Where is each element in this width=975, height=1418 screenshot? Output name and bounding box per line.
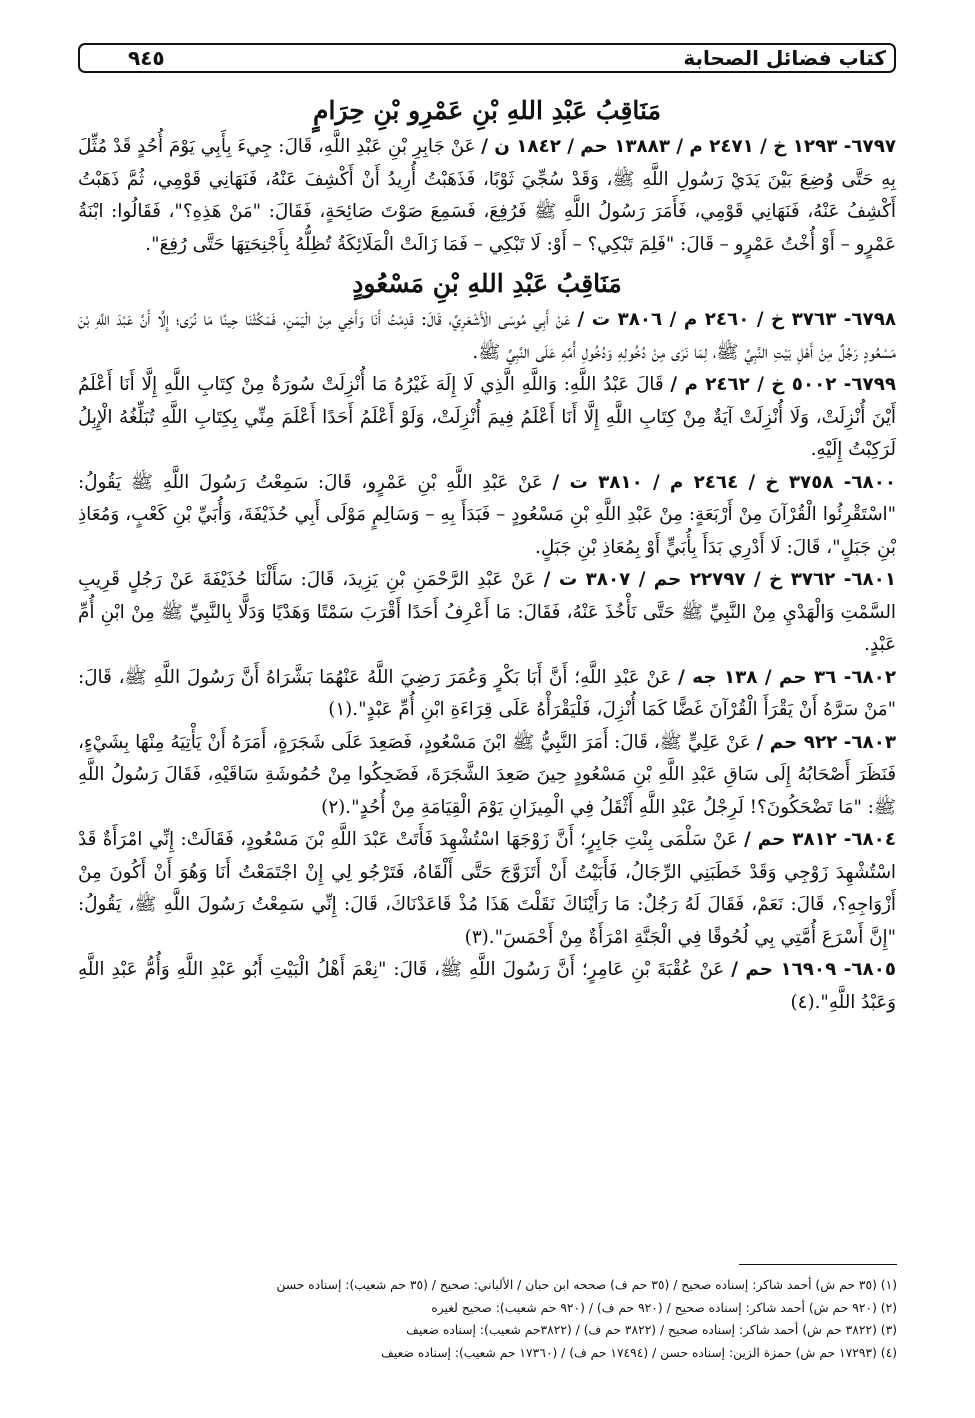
hadith-text: عَنْ سَلْمَى بِنْتِ جَابِرٍ؛ أَنَّ زَوْجَهَا اسْتُشْهِدَ فَأَتَتْ عَبْدَ اللَّهِ بْنَ مَسْعُودٍ، فَقَالَتْ: إِنِّي امْرَأَةٌ قَدْ اسْتُشْهِدَ زَوْجِي وَقَدْ خَطَبَنِي الرِّجَالُ، فَأَبَيْتُ أَنْ أَتَزَوَّجَ حَتَّى أَلْقَاهُ، فَتَرْجُو لِي إِنْ اجْتَمَعْتُ أَنَا وَهُوَ أَنْ أَكُونَ مِنْ أَزْوَاجِهِ؟، قَالَ: نَعَمْ، فَقَالَ لَهُ رَجُلٌ: مَا رَأَيْنَاكَ نَقَلْتَ هَذَا مُذْ قَاعَدْنَاكَ، قَالَ: إِنِّي سَمِعْتُ رَسُولَ اللَّهِ ﷺ، يَقُولُ: "إِنَّ أَسْرَعَ أُمَّتِي بِي لُحُوقًا فِي الْجَنَّةِ امْرَأَةٌ مِنْ أَحْمَسَ".(٣) bbox=[78, 829, 896, 948]
footnotes bbox=[79, 1274, 897, 1364]
footnote-3: (٣) (٣٨٢٢ حم ش) أحمد شاكر: إسناده صحيح / (٣٨٢٢ حم ف) / (٣٨٢٢حم شعيب): إسناده ضعيف bbox=[406, 1323, 897, 1337]
footnote-separator bbox=[739, 1264, 897, 1265]
hadith-6802 bbox=[78, 662, 896, 727]
hadith-number: ٦٨٠٥- ١٦٩٠٩ حم / bbox=[731, 959, 897, 980]
hadith-6805 bbox=[78, 954, 896, 1019]
hadith-text: عَنْ عُقْبَةَ بْنِ عَامِرٍ؛ أَنَّ رَسُولَ اللَّهِ ﷺ، قَالَ: "نِعْمَ أَهْلُ الْبَيْتِ أَبُو عَبْدِ اللَّهِ وَأُمُّ عَبْدِ اللَّهِ وَعَبْدُ اللَّهِ".(٤) bbox=[78, 959, 896, 1013]
hadith-6803 bbox=[78, 727, 896, 825]
section-title-abdullah-ibn-amr: مَنَاقِبُ عَبْدِ اللهِ بْنِ عَمْرِو بْنِ حِرَامٍ bbox=[313, 96, 661, 125]
hadith-6799 bbox=[78, 369, 896, 467]
footnote-1: (١) (٣٥ حم ش) أحمد شاكر: إسناده صحيح / (٣٥ حم ف) صححه ابن حبان / الألباني: صحيح / (٣٥ حم شعيب): إسناده حسن bbox=[276, 1278, 897, 1292]
hadith-6797 bbox=[78, 131, 896, 261]
page-number: ٩٤٥ bbox=[128, 46, 165, 70]
hadith-6800 bbox=[78, 467, 896, 565]
hadith-number: ٦٨٠٤- ٣٨١٢ حم / bbox=[744, 829, 896, 850]
book-title: كتاب فضائل الصحابة bbox=[683, 46, 886, 70]
page-header bbox=[78, 43, 896, 73]
hadith-text: عَنْ جَابِرِ بْنِ عَبْدِ اللَّهِ، قَالَ: جِيءَ بِأَبِي يَوْمَ أُحُدٍ قَدْ مُثِّلَ بِهِ حَتَّى وُضِعَ بَيْنَ يَدَيْ رَسُولِ اللَّهِ ﷺ، وَقَدْ سُجِّيَ ثَوْبًا، فَذَهَبْتُ أُرِيدُ أَنْ أَكْشِفَ عَنْهُ، فَنَهَانِي قَوْمِي، ثُمَّ ذَهَبْتُ أَكْشِفُ عَنْهُ، فَنَهَانِي قَوْمِي، فَأَمَرَ رَسُولُ اللَّهِ ﷺ فَرُفِعَ، فَسَمِعَ صَوْتَ صَائِحَةٍ، فَقَالَ: "مَنْ هَذِهِ؟"، فَقَالُوا: ابْنَةُ عَمْرٍو – أَوْ أُخْتُ عَمْرٍو – قَالَ: "فَلِمَ تَبْكِي؟ – أَوْ: لَا تَبْكِي – فَمَا زَالَتْ الْمَلَائِكَةُ تُظِلُّهُ بِأَجْنِحَتِهَا حَتَّى رُفِعَ". bbox=[78, 136, 896, 255]
hadith-text: عَنْ عَبْدِ الرَّحْمَنِ بْنِ يَزِيدَ، قَالَ: سَأَلْنَا حُذَيْفَةَ عَنْ رَجُلٍ قَرِيبِ السَّمْتِ وَالْهَدْيِ مِنْ النَّبِيِّ ﷺ حَتَّى نَأْخُذَ عَنْهُ، فَقَالَ: مَا أَعْرِفُ أَحَدًا أَقْرَبَ سَمْتًا وَهَدْيًا وَدَلًّا بِالنَّبِيِّ ﷺ مِنْ ابْنِ أُمِّ عَبْدٍ. bbox=[78, 569, 896, 655]
hadith-number: ٦٨٠١- ٣٧٦٢ خ / ٢٢٧٩٧ حم / ٣٨٠٧ ت / bbox=[543, 569, 896, 590]
footnote-4: (٤) (١٧٢٩٣ حم ش) حمزة الزين: إسناده حسن / (١٧٤٩٤ حم ف) / (١٧٣٦٠ حم شعيب): إسناده ضعيف bbox=[381, 1345, 897, 1360]
page-body bbox=[78, 88, 896, 1019]
footnote-2: (٢) (٩٢٠ حم ش) أحمد شاكر: إسناده صحيح / (٩٢٠ حم ف) / (٩٢٠ حم شعيب): صحيح لغيره bbox=[431, 1300, 897, 1315]
hadith-text: عَنْ عَبْدِ اللَّهِ؛ أَنَّ أَبَا بَكْرٍ وَعُمَرَ رَضِيَ اللَّهُ عَنْهُمَا بَشَّرَاهُ أَنَّ رَسُولَ اللَّهِ ﷺ، قَالَ: "مَنْ سَرَّهُ أَنْ يَقْرَأَ الْقُرْآنَ غَضًّا كَمَا أُنْزِلَ، فَلْيَقْرَأْهُ عَلَى قِرَاءَةِ ابْنِ أُمِّ عَبْدٍ".(١) bbox=[78, 666, 896, 720]
hadith-text: عَنْ عَلِيٍّ ﷺ، قَالَ: أَمَرَ النَّبِيُّ ﷺ ابْنَ مَسْعُودٍ، فَصَعِدَ عَلَى شَجَرَةٍ، أَمَرَهُ أَنْ يَأْتِيَهُ مِنْهَا بِشَيْءٍ، فَنَظَرَ أَصْحَابُهُ إِلَى سَاقِ عَبْدِ اللَّهِ بْنِ مَسْعُودٍ حِينَ صَعِدَ الشَّجَرَةَ، فَضَحِكُوا مِنْ حُمُوشَةِ سَاقَيْهِ، فَقَالَ رَسُولُ اللَّهِ ﷺ: "مَا تَضْحَكُونَ؟! لَرِجْلُ عَبْدِ اللَّهِ أَثْقَلُ فِي الْمِيزَانِ يَوْمَ الْقِيَامَةِ مِنْ أُحُدٍ".(٢) bbox=[78, 731, 896, 818]
hadith-6798 bbox=[78, 304, 896, 369]
hadith-number: ٦٨٠٠- ٣٧٥٨ خ / ٢٤٦٤ م / ٣٨١٠ ت / bbox=[552, 471, 897, 493]
hadith-text: عَنْ عَبْدِ اللَّهِ بْنِ عَمْرٍو، قَالَ: سَمِعْتُ رَسُولَ اللَّهِ ﷺ يَقُولُ: "اسْتَقْرِئُوا الْقُرْآنَ مِنْ أَرْبَعَةٍ: مِنْ عَبْدِ اللَّهِ بْنِ مَسْعُودٍ – فَبَدَأَ بِهِ – وَسَالِمٍ مَوْلَى أَبِي حُذَيْفَةَ، وَأُبَيِّ بْنِ كَعْبٍ، وَمُعَاذِ بْنِ جَبَلٍ"، قَالَ: لَا أَدْرِي بَدَأَ بِأُبَيٍّ أَوْ بِمُعَاذِ بْنِ جَبَلٍ. bbox=[78, 471, 896, 558]
hadith-number: ٦٨٠٢- ٣٦ حم / ١٣٨ جه / bbox=[678, 666, 896, 688]
section-title-abdullah-ibn-masud: مَنَاقِبُ عَبْدِ اللهِ بْنِ مَسْعُودٍ bbox=[352, 269, 622, 298]
hadith-6804 bbox=[78, 824, 896, 954]
hadith-number: ٦٧٩٩- ٥٠٠٢ خ / ٢٤٦٢ م / bbox=[670, 374, 897, 395]
hadith-number: ٦٨٠٣- ٩٢٢ حم / bbox=[756, 731, 897, 753]
hadith-text: عَنْ أَبِي مُوسَى الْأَشْعَرِيِّ، قَالَ: قَدِمْتُ أَنَا وَأَخِي مِنْ الْيَمَنِ، فَمَكُثْنَا حِينًا مَا نُرَى؛ إِلَّا أَنَّ عَبْدَ اللَّهِ بْنَ مَسْعُودٍ رَجُلٌ مِنْ أَهْلِ بَيْتِ النَّبِيِّ ﷺ، لِمَا نَرَى مِنْ دُخُولِهِ وَدُخُولِ أُمِّهِ عَلَى النَّبِيِّ ﷺ. bbox=[78, 309, 896, 363]
hadith-6801 bbox=[78, 564, 896, 662]
hadith-number: ٦٧٩٨- ٣٧٦٣ خ / ٢٤٦٠ م / ٣٨٠٦ ت / bbox=[577, 309, 897, 330]
hadith-number: ٦٧٩٧- ١٢٩٣ خ / ٢٤٧١ م / ١٣٨٨٣ حم / ١٨٤٢ ن / bbox=[481, 136, 897, 157]
hadith-text: قَالَ عَبْدُ اللَّهِ: وَاللَّهِ الَّذِي لَا إِلَهَ غَيْرُهُ مَا أُنْزِلَتْ سُورَةٌ مِنْ كِتَابِ اللَّهِ إِلَّا أَنَا أَعْلَمُ أَيْنَ أُنْزِلَتْ، وَلَا أُنْزِلَتْ آيَةٌ مِنْ كِتَابِ اللَّهِ إِلَّا أَنَا أَعْلَمُ فِيمَ أُنْزِلَتْ، وَلَوْ أَعْلَمُ أَحَدًا أَعْلَمَ مِنِّي بِكِتَابِ اللَّهِ تُبَلِّغُهُ الْإِبِلُ لَرَكِبْتُ إِلَيْهِ. bbox=[78, 374, 896, 460]
